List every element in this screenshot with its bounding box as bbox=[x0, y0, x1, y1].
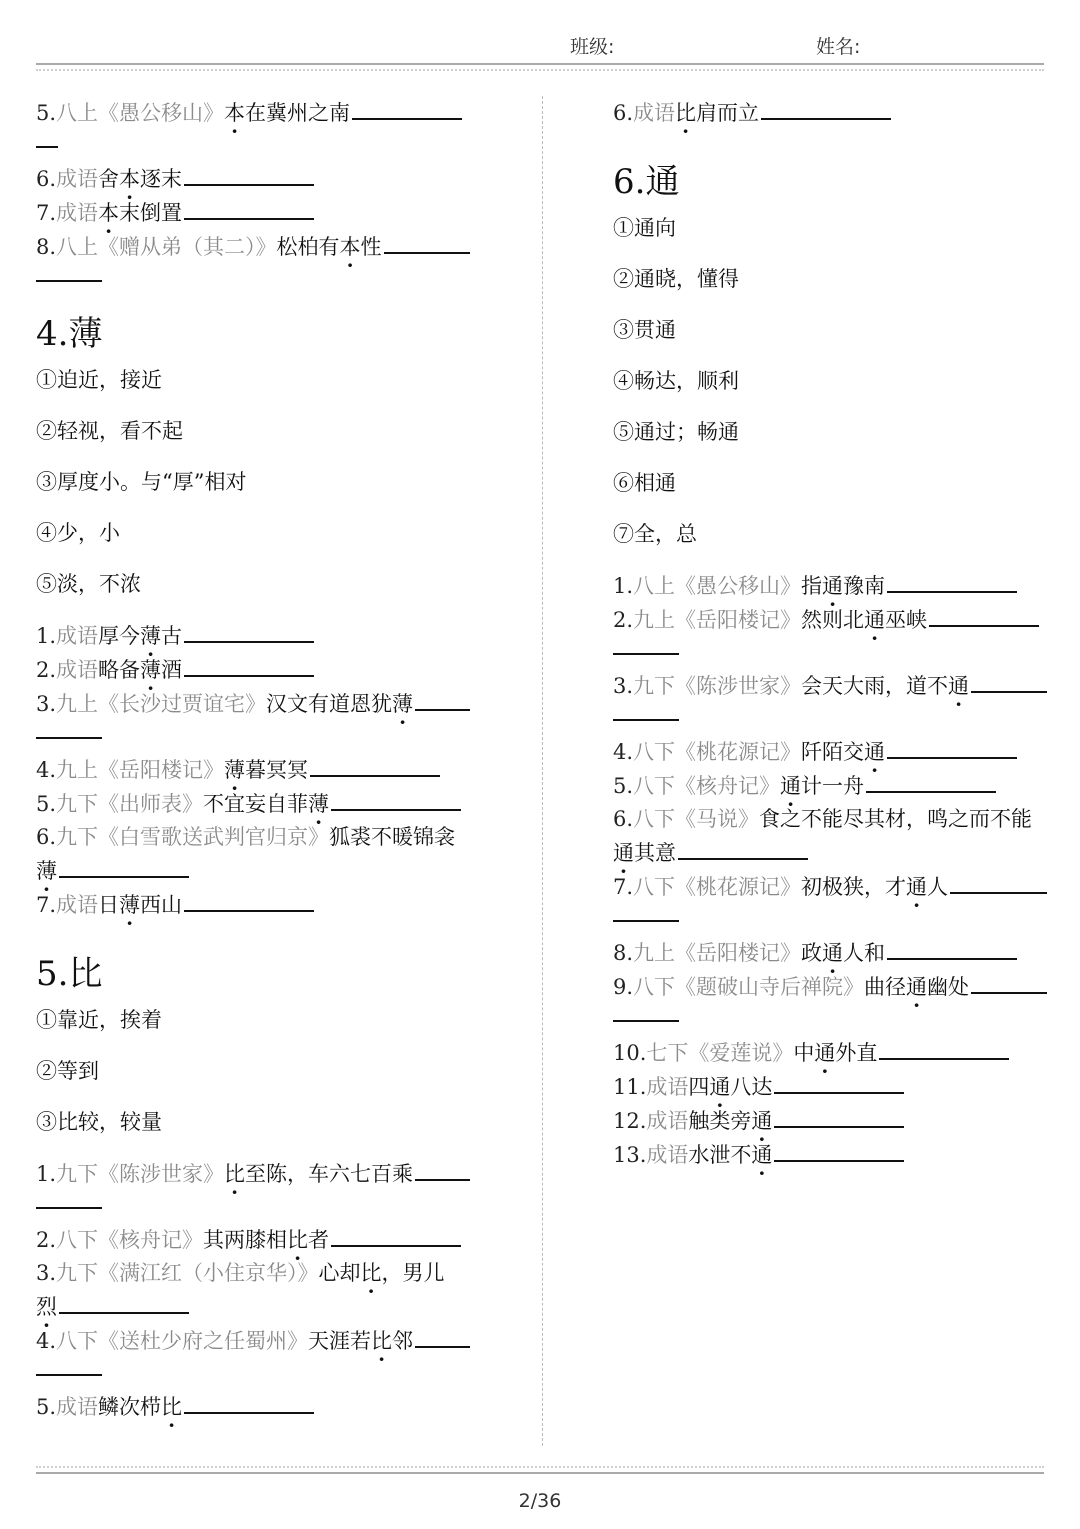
item-number: 2. bbox=[36, 658, 57, 682]
item-number: 1. bbox=[613, 574, 634, 598]
answer-blank-continuation[interactable] bbox=[613, 637, 679, 655]
item-quote: 略备薄酒 bbox=[98, 658, 183, 682]
answer-blank-continuation[interactable] bbox=[613, 703, 679, 721]
list-item bbox=[613, 1070, 1049, 1104]
item-quote: 水泄不通 bbox=[688, 1143, 773, 1167]
item-quote: 松柏有本性 bbox=[276, 235, 382, 259]
item-number: 6. bbox=[36, 825, 57, 849]
list-item bbox=[36, 1223, 472, 1257]
item-number: 5. bbox=[36, 792, 57, 816]
list-item bbox=[613, 669, 1049, 703]
meaning-item: ②轻视，看不起 bbox=[36, 419, 183, 443]
item-source: 八上《赠从弟（其二）》 bbox=[56, 235, 277, 259]
item-number: 5. bbox=[613, 774, 634, 798]
answer-blank[interactable] bbox=[331, 787, 461, 811]
item-source: 成语 bbox=[633, 101, 676, 125]
answer-blank[interactable] bbox=[971, 970, 1047, 994]
answer-blank[interactable] bbox=[950, 870, 1047, 894]
meaning-item: ④少，小 bbox=[36, 521, 120, 545]
list-item bbox=[36, 787, 472, 821]
answer-blank[interactable] bbox=[415, 1157, 470, 1181]
answer-blank-continuation[interactable] bbox=[613, 904, 679, 922]
item-quote: 通计一舟 bbox=[780, 774, 865, 798]
item-number: 7. bbox=[36, 201, 57, 225]
answer-blank[interactable] bbox=[184, 196, 314, 220]
answer-blank[interactable] bbox=[971, 669, 1047, 693]
answer-blank[interactable] bbox=[887, 735, 1017, 759]
list-item bbox=[36, 1324, 472, 1358]
answer-blank[interactable] bbox=[678, 836, 808, 860]
item-source: 九下《满江红（小住京华）》 bbox=[56, 1261, 319, 1285]
item-quote: 比肩而立 bbox=[675, 101, 760, 125]
answer-blank[interactable] bbox=[384, 230, 470, 254]
left-column bbox=[36, 96, 472, 1424]
list-item-continuation bbox=[36, 854, 472, 888]
column-divider bbox=[542, 96, 543, 1446]
item-quote: 比至陈，车六七百乘 bbox=[224, 1162, 414, 1186]
item-quote: 汉文有道恩犹薄 bbox=[266, 692, 414, 716]
list-item-continuation bbox=[613, 836, 1049, 870]
item-quote: 四通八达 bbox=[688, 1075, 773, 1099]
item-quote: 薄暮冥冥 bbox=[224, 758, 309, 782]
item-number: 6. bbox=[613, 101, 634, 125]
item-number: 6. bbox=[613, 807, 634, 831]
right-column bbox=[613, 96, 1049, 1172]
list-item bbox=[613, 936, 1049, 970]
answer-blank[interactable] bbox=[879, 1036, 1009, 1060]
list-item bbox=[36, 653, 472, 687]
list-item bbox=[613, 569, 1049, 603]
item-quote: 烈 bbox=[36, 1295, 57, 1319]
item-quote: 通其意 bbox=[613, 841, 676, 865]
meaning-item: ②等到 bbox=[36, 1059, 99, 1083]
meaning-item: ①迫近，接近 bbox=[36, 368, 162, 392]
item-source: 八下《桃花源记》 bbox=[633, 875, 802, 899]
item-source: 八下《核舟记》 bbox=[56, 1228, 204, 1252]
answer-blank[interactable] bbox=[761, 96, 891, 120]
item-number: 2. bbox=[613, 608, 634, 632]
item-source: 成语 bbox=[56, 624, 99, 648]
item-source: 八下《核舟记》 bbox=[633, 774, 781, 798]
answer-blank[interactable] bbox=[184, 888, 314, 912]
item-source: 九下《陈涉世家》 bbox=[633, 674, 802, 698]
item-source: 八下《马说》 bbox=[633, 807, 760, 831]
list-item bbox=[36, 821, 472, 854]
item-quote: 日薄西山 bbox=[98, 893, 183, 917]
item-source: 九上《长沙过贾谊宅》 bbox=[56, 692, 267, 716]
header-rule bbox=[36, 63, 1044, 71]
footer-rule bbox=[36, 1466, 1044, 1474]
item-source: 成语 bbox=[56, 201, 99, 225]
item-number: 1. bbox=[36, 1162, 57, 1186]
item-number: 4. bbox=[36, 758, 57, 782]
answer-blank[interactable] bbox=[184, 619, 314, 643]
item-number: 3. bbox=[36, 1261, 57, 1285]
meaning-item: ①靠近，挨着 bbox=[36, 1008, 162, 1032]
meaning-item: ③厚度小。与“厚”相对 bbox=[36, 470, 247, 494]
item-source: 九上《岳阳楼记》 bbox=[633, 608, 802, 632]
item-number: 8. bbox=[613, 941, 634, 965]
answer-blank[interactable] bbox=[184, 1390, 314, 1414]
item-quote: 天涯若比邻 bbox=[308, 1329, 414, 1353]
item-number: 12. bbox=[613, 1109, 647, 1133]
item-source: 成语 bbox=[646, 1075, 689, 1099]
item-quote: 厚今薄古 bbox=[98, 624, 183, 648]
item-quote: 舍本逐末 bbox=[98, 167, 183, 191]
item-source: 成语 bbox=[56, 167, 99, 191]
page-number: 2/36 bbox=[518, 1490, 562, 1512]
item-quote: 触类旁通 bbox=[688, 1109, 773, 1133]
list-item bbox=[36, 96, 472, 130]
answer-blank-continuation[interactable] bbox=[36, 1191, 102, 1209]
answer-blank-continuation[interactable] bbox=[36, 264, 102, 282]
meaning-item: ③比较，较量 bbox=[36, 1110, 162, 1134]
item-number: 7. bbox=[36, 893, 57, 917]
answer-blank-continuation[interactable] bbox=[36, 130, 58, 148]
list-item bbox=[36, 1257, 472, 1290]
item-number: 9. bbox=[613, 975, 634, 999]
meaning-item: ⑥相通 bbox=[613, 471, 676, 495]
list-item bbox=[613, 803, 1049, 836]
list-item bbox=[613, 1138, 1049, 1172]
item-source: 成语 bbox=[646, 1109, 689, 1133]
answer-blank[interactable] bbox=[184, 162, 314, 186]
list-item bbox=[36, 162, 472, 196]
answer-blank[interactable] bbox=[774, 1070, 904, 1094]
item-quote: 曲径通幽处 bbox=[864, 975, 970, 999]
section-title: 4.薄 bbox=[36, 314, 103, 354]
item-quote: 食之不能尽其材，鸣之而不能 bbox=[759, 807, 1033, 831]
list-item bbox=[36, 753, 472, 787]
item-quote: 初极狭，才通人 bbox=[801, 875, 949, 899]
item-quote: 本在冀州之南 bbox=[224, 101, 351, 125]
item-source: 九下《白雪歌送武判官归京》 bbox=[56, 825, 330, 849]
list-item bbox=[613, 96, 1049, 130]
list-item bbox=[613, 1036, 1049, 1070]
item-quote: 本末倒置 bbox=[98, 201, 183, 225]
item-source: 八上《愚公移山》 bbox=[56, 101, 225, 125]
item-number: 4. bbox=[36, 1329, 57, 1353]
answer-blank[interactable] bbox=[310, 753, 440, 777]
answer-blank[interactable] bbox=[415, 687, 470, 711]
item-quote: 会天大雨，道不通 bbox=[801, 674, 970, 698]
item-number: 1. bbox=[36, 624, 57, 648]
meaning-item: ⑤淡，不浓 bbox=[36, 572, 141, 596]
item-number: 8. bbox=[36, 235, 57, 259]
item-number: 3. bbox=[36, 692, 57, 716]
item-source: 九上《岳阳楼记》 bbox=[633, 941, 802, 965]
answer-blank[interactable] bbox=[887, 936, 1017, 960]
list-item bbox=[36, 1157, 472, 1191]
item-source: 八下《送杜少府之任蜀州》 bbox=[56, 1329, 309, 1353]
answer-blank[interactable] bbox=[59, 1290, 189, 1314]
answer-blank[interactable] bbox=[184, 653, 314, 677]
item-source: 八上《愚公移山》 bbox=[633, 574, 802, 598]
item-quote: 中通外直 bbox=[793, 1041, 878, 1065]
item-source: 八下《桃花源记》 bbox=[633, 740, 802, 764]
answer-blank[interactable] bbox=[352, 96, 462, 120]
item-quote: 薄 bbox=[36, 859, 57, 883]
list-item bbox=[36, 196, 472, 230]
item-number: 13. bbox=[613, 1143, 647, 1167]
name-label: 姓名: bbox=[816, 36, 861, 58]
list-item-continuation bbox=[36, 1290, 472, 1324]
item-quote: 指通豫南 bbox=[801, 574, 886, 598]
answer-blank-continuation[interactable] bbox=[613, 1004, 679, 1022]
list-item bbox=[36, 888, 472, 922]
item-quote: 然则北通巫峡 bbox=[801, 608, 928, 632]
item-number: 4. bbox=[613, 740, 634, 764]
item-source: 九下《陈涉世家》 bbox=[56, 1162, 225, 1186]
answer-blank[interactable] bbox=[866, 769, 996, 793]
meaning-item: ②通晓，懂得 bbox=[613, 267, 739, 291]
list-item bbox=[613, 1104, 1049, 1138]
item-quote: 鳞次栉比 bbox=[98, 1395, 183, 1419]
item-quote: 心却比，男儿 bbox=[318, 1261, 445, 1285]
item-quote: 狐裘不暖锦衾 bbox=[329, 825, 456, 849]
item-source: 成语 bbox=[56, 1395, 99, 1419]
item-number: 10. bbox=[613, 1041, 647, 1065]
item-source: 七下《爱莲说》 bbox=[646, 1041, 794, 1065]
item-quote: 其两膝相比者 bbox=[203, 1228, 330, 1252]
answer-blank[interactable] bbox=[415, 1324, 470, 1348]
answer-blank[interactable] bbox=[331, 1223, 461, 1247]
item-number: 6. bbox=[36, 167, 57, 191]
answer-blank[interactable] bbox=[774, 1138, 904, 1162]
list-item bbox=[36, 619, 472, 653]
section-title: 6.通 bbox=[613, 162, 680, 202]
list-item bbox=[613, 769, 1049, 803]
item-source: 九上《岳阳楼记》 bbox=[56, 758, 225, 782]
item-number: 5. bbox=[36, 1395, 57, 1419]
answer-blank[interactable] bbox=[929, 603, 1039, 627]
item-number: 2. bbox=[36, 1228, 57, 1252]
item-quote: 阡陌交通 bbox=[801, 740, 886, 764]
meaning-item: ⑤通过；畅通 bbox=[613, 420, 739, 444]
item-source: 八下《题破山寺后禅院》 bbox=[633, 975, 865, 999]
answer-blank[interactable] bbox=[887, 569, 1017, 593]
list-item bbox=[613, 870, 1049, 904]
list-item bbox=[36, 687, 472, 721]
list-item bbox=[613, 735, 1049, 769]
list-item bbox=[36, 230, 472, 264]
item-quote: 不宜妄自菲薄 bbox=[203, 792, 330, 816]
answer-blank-continuation[interactable] bbox=[36, 1358, 102, 1376]
list-item bbox=[36, 1390, 472, 1424]
item-number: 11. bbox=[613, 1075, 647, 1099]
answer-blank[interactable] bbox=[774, 1104, 904, 1128]
item-number: 7. bbox=[613, 875, 634, 899]
answer-blank[interactable] bbox=[59, 854, 189, 878]
section-title: 5.比 bbox=[36, 954, 103, 994]
item-source: 九下《出师表》 bbox=[56, 792, 204, 816]
item-quote: 政通人和 bbox=[801, 941, 886, 965]
class-label: 班级: bbox=[570, 36, 615, 58]
meaning-item: ①通向 bbox=[613, 216, 676, 240]
meaning-item: ⑦全，总 bbox=[613, 522, 697, 546]
item-source: 成语 bbox=[56, 658, 99, 682]
item-source: 成语 bbox=[646, 1143, 689, 1167]
item-number: 3. bbox=[613, 674, 634, 698]
item-source: 成语 bbox=[56, 893, 99, 917]
answer-blank-continuation[interactable] bbox=[36, 721, 102, 739]
meaning-item: ③贯通 bbox=[613, 318, 676, 342]
meaning-item: ④畅达，顺利 bbox=[613, 369, 739, 393]
item-number: 5. bbox=[36, 101, 57, 125]
